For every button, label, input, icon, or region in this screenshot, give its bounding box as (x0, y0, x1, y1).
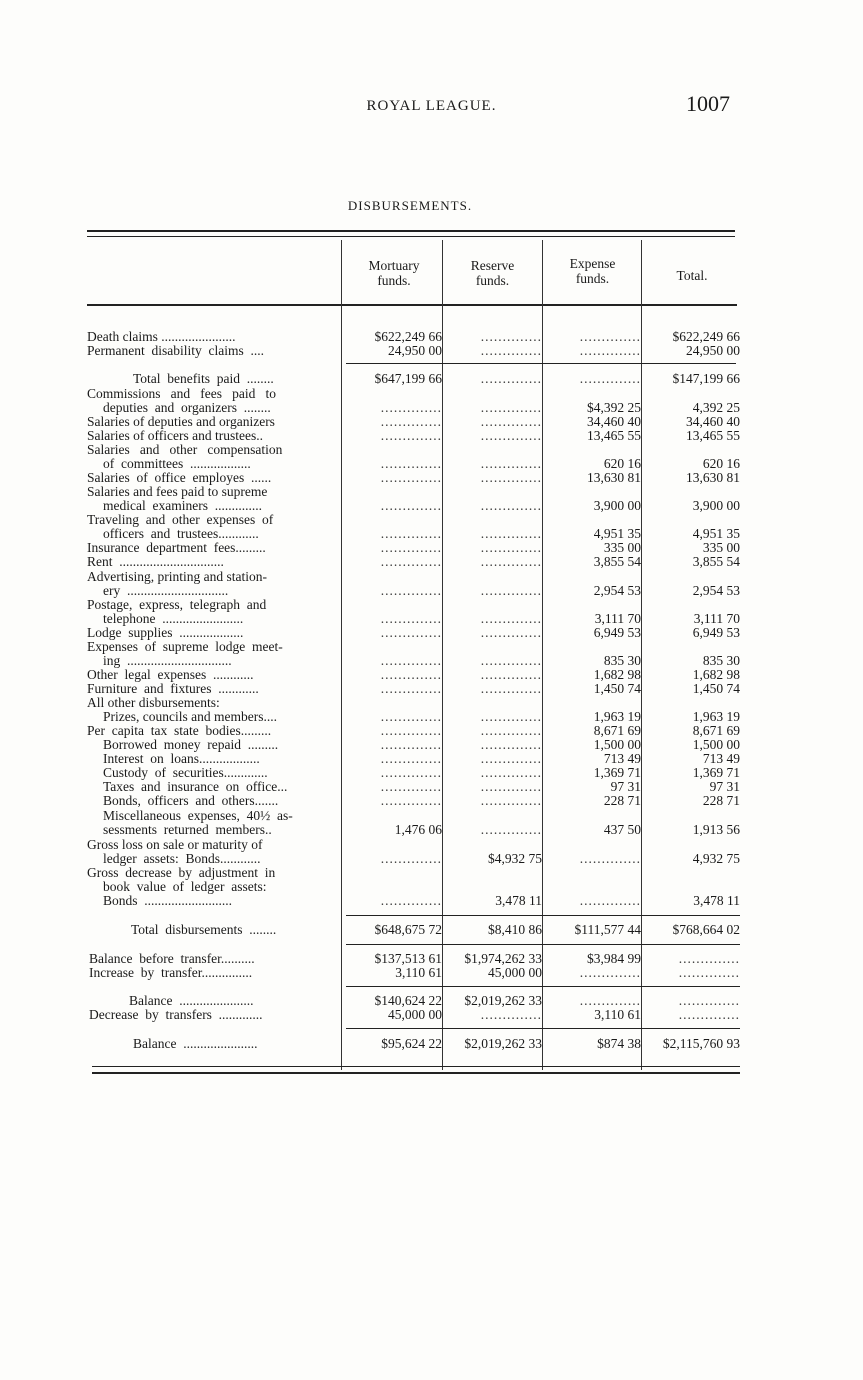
expense-cell: $111,577 44 (574, 923, 641, 937)
mortuary-cell: $622,249 66 (374, 330, 442, 344)
col-expense-line2: funds. (575, 271, 610, 286)
mortuary-cell: .............. (380, 682, 442, 696)
expense-cell: 97 31 (610, 780, 641, 794)
reserve-cell: .............. (480, 372, 542, 386)
subtotal-rule-3 (346, 944, 740, 945)
row-label: Increase by transfer............... (89, 966, 253, 980)
expense-cell: 3,111 70 (594, 612, 641, 626)
total-cell: 97 31 (709, 780, 740, 794)
subtotal-rule-2 (346, 915, 740, 916)
mortuary-cell: 24,950 00 (388, 344, 442, 358)
total-cell: 3,855 54 (692, 555, 740, 569)
mortuary-cell: $648,675 72 (374, 923, 442, 937)
mortuary-cell: .............. (380, 499, 442, 513)
reserve-cell: .............. (480, 682, 542, 696)
reserve-cell: .............. (480, 415, 542, 429)
col-reserve-line1: Reserve (470, 258, 515, 273)
mortuary-cell: .............. (380, 752, 442, 766)
reserve-cell: .............. (480, 823, 542, 837)
expense-cell: 228 71 (603, 794, 641, 808)
total-cell: $147,199 66 (672, 372, 740, 386)
expense-cell: 2,954 53 (593, 584, 641, 598)
row-label: Salaries of office employes ...... (87, 471, 272, 485)
reserve-cell: .............. (480, 555, 542, 569)
total-cell: 1,963 19 (692, 710, 740, 724)
expense-cell: 3,855 54 (593, 555, 641, 569)
reserve-cell: .............. (480, 584, 542, 598)
total-cell: .............. (678, 994, 740, 1008)
reserve-cell: .............. (480, 541, 542, 555)
col-mortuary-line2: funds. (377, 273, 411, 288)
mortuary-cell: .............. (380, 555, 442, 569)
mortuary-cell: 45,000 00 (388, 1008, 442, 1022)
reserve-cell: $2,019,262 33 (464, 1037, 542, 1051)
expense-cell: .............. (579, 966, 641, 980)
expense-cell: .............. (579, 994, 641, 1008)
row-label: Prizes, councils and members.... (103, 710, 277, 724)
total-cell: 3,478 11 (693, 894, 740, 908)
mortuary-cell: $140,624 22 (374, 994, 442, 1008)
mortuary-cell: .............. (380, 724, 442, 738)
reserve-cell: .............. (480, 794, 542, 808)
mortuary-cell: $95,624 22 (381, 1037, 442, 1051)
reserve-cell: $4,932 75 (488, 852, 542, 866)
reserve-cell: .............. (480, 626, 542, 640)
mortuary-cell: $647,199 66 (374, 372, 442, 386)
reserve-cell: .............. (480, 401, 542, 415)
expense-cell: $874 38 (597, 1037, 641, 1051)
page-number: 1007 (686, 91, 730, 116)
expense-cell: 335 00 (603, 541, 641, 555)
col-reserve-line2: funds. (475, 273, 510, 288)
reserve-cell: .............. (480, 471, 542, 485)
row-label: telephone ........................ (103, 612, 244, 626)
col-total-header (644, 268, 740, 283)
total-cell: .............. (678, 1008, 740, 1022)
expense-cell: 620 16 (603, 457, 641, 471)
row-label: Balance before transfer.......... (89, 952, 255, 966)
col-expense-line1: Expense (569, 256, 616, 271)
expense-cell: .............. (579, 852, 641, 866)
total-cell: 4,932 75 (692, 852, 740, 866)
subtotal-rule-4 (346, 986, 740, 987)
total-cell: .............. (678, 966, 740, 980)
mortuary-cell: .............. (380, 780, 442, 794)
mortuary-cell: .............. (380, 527, 442, 541)
total-cell: 3,900 00 (692, 499, 740, 513)
row-label: Furniture and fixtures ............ (87, 682, 259, 696)
row-label: Interest on loans.................. (103, 752, 260, 766)
col-reserve-header (443, 258, 542, 288)
expense-cell: .............. (579, 344, 641, 358)
row-label: Decrease by transfers ............. (89, 1008, 263, 1022)
bottom-rule-thick (92, 1072, 740, 1074)
mortuary-cell: $137,513 61 (374, 952, 442, 966)
running-header: ROYAL LEAGUE. (366, 98, 497, 114)
mortuary-cell: .............. (380, 626, 442, 640)
total-cell: 1,369 71 (692, 766, 740, 780)
total-cell: $768,664 02 (672, 923, 740, 937)
reserve-cell: .............. (480, 527, 542, 541)
total-cell: 335 00 (702, 541, 740, 555)
subtotal-rule-5 (346, 1028, 740, 1029)
reserve-cell: .............. (480, 457, 542, 471)
total-cell: 8,671 69 (692, 724, 740, 738)
row-label: Expenses of supreme lodge meet- (87, 640, 283, 654)
reserve-cell: .............. (480, 668, 542, 682)
total-cell: .............. (678, 952, 740, 966)
total-cell: 1,682 98 (692, 668, 740, 682)
expense-cell: 13,465 55 (587, 429, 641, 443)
col-expense-header (544, 256, 641, 286)
total-cell: 713 49 (702, 752, 740, 766)
row-label: Traveling and other expenses of (87, 513, 274, 527)
top-rule-thin (87, 236, 735, 237)
row-label: Balance ...................... (133, 1037, 258, 1051)
reserve-cell: .............. (480, 1008, 542, 1022)
section-title: DISBURSEMENTS. (347, 198, 473, 213)
row-label: book value of ledger assets: (103, 880, 267, 894)
mortuary-cell: .............. (380, 894, 442, 908)
total-cell: 24,950 00 (686, 344, 740, 358)
row-label: Insurance department fees......... (87, 541, 266, 555)
expense-cell: 13,630 81 (587, 471, 641, 485)
mortuary-cell: .............. (380, 415, 442, 429)
total-cell: 620 16 (702, 457, 740, 471)
mortuary-cell: .............. (380, 612, 442, 626)
col-divider-4 (641, 240, 642, 1070)
mortuary-cell: 3,110 61 (395, 966, 442, 980)
row-label: Salaries and fees paid to supreme (87, 485, 268, 499)
row-label: of committees .................. (103, 457, 251, 471)
row-label: All other disbursements: (87, 696, 220, 710)
expense-cell: 1,963 19 (593, 710, 641, 724)
row-label: Salaries of officers and trustees.. (87, 429, 263, 443)
row-label: Gross loss on sale or maturity of (87, 838, 263, 852)
expense-cell: $4,392 25 (587, 401, 641, 415)
expense-cell: 835 30 (603, 654, 641, 668)
row-label: Miscellaneous expenses, 40½ as- (103, 809, 293, 823)
expense-cell: .............. (579, 330, 641, 344)
col-divider-3 (542, 240, 543, 1070)
mortuary-cell: .............. (380, 457, 442, 471)
row-label: officers and trustees............ (103, 527, 259, 541)
total-cell: 13,630 81 (686, 471, 740, 485)
mortuary-cell: .............. (380, 710, 442, 724)
mortuary-cell: .............. (380, 852, 442, 866)
total-cell: 1,913 56 (692, 823, 740, 837)
reserve-cell: .............. (480, 780, 542, 794)
row-label: Total benefits paid ........ (133, 372, 274, 386)
row-label: Balance ...................... (129, 994, 254, 1008)
row-label: ledger assets: Bonds............ (103, 852, 261, 866)
total-cell: 1,450 74 (692, 682, 740, 696)
total-cell: 13,465 55 (686, 429, 740, 443)
total-cell: 4,951 35 (692, 527, 740, 541)
total-cell: 1,500 00 (692, 738, 740, 752)
row-label: Salaries and other compensation (87, 443, 283, 457)
mortuary-cell: .............. (380, 471, 442, 485)
mortuary-cell: .............. (380, 654, 442, 668)
total-cell: $622,249 66 (672, 330, 740, 344)
top-rule (87, 230, 735, 232)
row-label: Gross decrease by adjustment in (87, 866, 276, 880)
total-cell: 34,460 40 (686, 415, 740, 429)
reserve-cell: 3,478 11 (495, 894, 542, 908)
row-label: Advertising, printing and station- (87, 570, 267, 584)
mortuary-cell: 1,476 06 (394, 823, 442, 837)
expense-cell: 3,900 00 (593, 499, 641, 513)
expense-cell: 1,682 98 (593, 668, 641, 682)
total-cell: 4,392 25 (692, 401, 740, 415)
expense-cell: 713 49 (603, 752, 641, 766)
expense-cell: 3,110 61 (594, 1008, 641, 1022)
row-label: Postage, express, telegraph and (87, 598, 267, 612)
row-label: ing ............................... (103, 654, 232, 668)
reserve-cell: $8,410 86 (488, 923, 542, 937)
expense-cell: 437 50 (603, 823, 641, 837)
reserve-cell: .............. (480, 330, 542, 344)
mortuary-cell: .............. (380, 584, 442, 598)
expense-cell: 4,951 35 (593, 527, 641, 541)
reserve-cell: .............. (480, 738, 542, 752)
mortuary-cell: .............. (380, 794, 442, 808)
reserve-cell: $1,974,262 33 (464, 952, 542, 966)
expense-cell: 6,949 53 (593, 626, 641, 640)
row-label: Bonds .......................... (103, 894, 233, 908)
row-label: Salaries of deputies and organizers (87, 415, 275, 429)
reserve-cell: .............. (480, 766, 542, 780)
expense-cell: .............. (579, 894, 641, 908)
reserve-cell: .............. (480, 499, 542, 513)
total-cell: 228 71 (702, 794, 740, 808)
mortuary-cell: .............. (380, 541, 442, 555)
reserve-cell: .............. (480, 429, 542, 443)
col-total-line1: Total. (676, 268, 708, 283)
row-label: Total disbursements ........ (131, 923, 277, 937)
row-label: Per capita tax state bodies......... (87, 724, 272, 738)
mortuary-cell: .............. (380, 429, 442, 443)
row-label: Other legal expenses ............ (87, 668, 254, 682)
reserve-cell: .............. (480, 654, 542, 668)
expense-cell: 1,500 00 (593, 738, 641, 752)
mortuary-cell: .............. (380, 401, 442, 415)
reserve-cell: .............. (480, 752, 542, 766)
total-cell: 835 30 (702, 654, 740, 668)
expense-cell: 34,460 40 (587, 415, 641, 429)
row-label: medical examiners .............. (103, 499, 262, 513)
row-label: Rent ............................... (87, 555, 224, 569)
row-label: Custody of securities............. (103, 766, 268, 780)
row-label: Death claims ...................... (87, 330, 236, 344)
row-label: sessments returned members.. (103, 823, 272, 837)
header-bottom-rule (87, 304, 737, 306)
row-label: ery .............................. (103, 584, 229, 598)
subtotal-rule-1 (346, 363, 736, 364)
mortuary-cell: .............. (380, 766, 442, 780)
reserve-cell: .............. (480, 344, 542, 358)
row-label: deputies and organizers ........ (103, 401, 271, 415)
mortuary-cell: .............. (380, 668, 442, 682)
row-label: Taxes and insurance on office... (103, 780, 288, 794)
total-cell: 3,111 70 (693, 612, 740, 626)
row-label: Permanent disability claims .... (87, 344, 264, 358)
row-label: Lodge supplies ................... (87, 626, 244, 640)
expense-cell: 8,671 69 (593, 724, 641, 738)
col-mortuary-header (346, 258, 442, 288)
reserve-cell: .............. (480, 612, 542, 626)
total-cell: $2,115,760 93 (662, 1037, 740, 1051)
total-cell: 2,954 53 (692, 584, 740, 598)
reserve-cell: 45,000 00 (488, 966, 542, 980)
reserve-cell: .............. (480, 724, 542, 738)
col-mortuary-line1: Mortuary (368, 258, 420, 273)
bottom-rule (92, 1066, 740, 1067)
row-label: Commissions and fees paid to (87, 387, 276, 401)
reserve-cell: .............. (480, 710, 542, 724)
expense-cell: 1,369 71 (593, 766, 641, 780)
row-label: Borrowed money repaid ......... (103, 738, 279, 752)
expense-cell: $3,984 99 (587, 952, 641, 966)
expense-cell: 1,450 74 (593, 682, 641, 696)
mortuary-cell: .............. (380, 738, 442, 752)
total-cell: 6,949 53 (692, 626, 740, 640)
row-label: Bonds, officers and others....... (103, 794, 279, 808)
reserve-cell: $2,019,262 33 (464, 994, 542, 1008)
expense-cell: .............. (579, 372, 641, 386)
